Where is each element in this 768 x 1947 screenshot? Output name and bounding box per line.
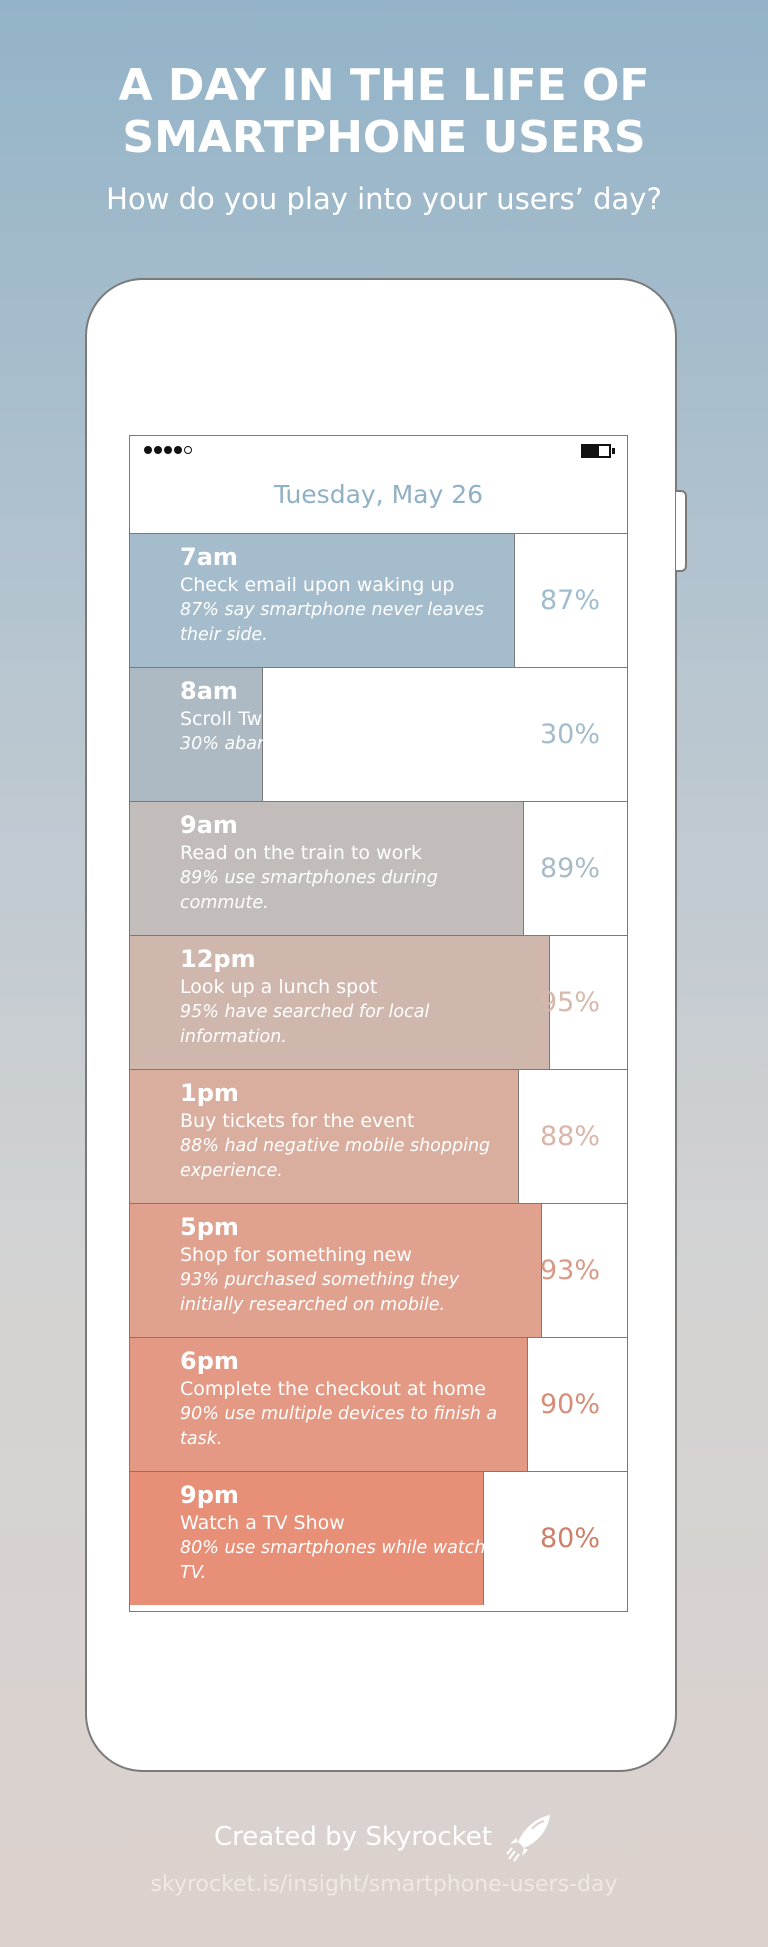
row-activity-label: Watch a TV Show: [180, 1512, 345, 1534]
page-title: [0, 60, 768, 164]
row-time-label: 8am: [180, 677, 238, 705]
battery-tip-icon: [612, 448, 615, 454]
row-stat-label: 90% use multiple devices to finish a task.: [180, 1404, 498, 1449]
row-percent-label: 93%: [539, 1255, 600, 1286]
row-activity-label: Shop for something new: [180, 1244, 412, 1266]
row-activity-label: Check email upon waking up: [180, 574, 455, 596]
row-text: [180, 810, 525, 916]
row-percent-label: 87%: [539, 585, 600, 616]
row-time-label: 9am: [180, 811, 238, 839]
title-line-2: SMARTPHONE USERS: [122, 112, 646, 163]
row-text: [180, 542, 525, 648]
row-time-label: 9pm: [180, 1481, 239, 1509]
row-stat-label: 30% abandon non-optimized websites.: [180, 734, 521, 754]
rocket-icon: [506, 1812, 554, 1862]
date-header: Tuesday, May 26: [273, 480, 484, 509]
title-line-1: A DAY IN THE LIFE OF: [118, 60, 650, 111]
signal-icon: [144, 446, 192, 454]
phone-screen: [129, 435, 628, 1612]
row-text: [180, 1078, 525, 1184]
timeline-row-8am: [130, 667, 627, 801]
credit-text: Created by Skyrocket: [214, 1822, 492, 1852]
row-stat-label: 95% have searched for local information.: [180, 1002, 430, 1047]
source-url: skyrocket.is/insight/smartphone-users-day: [150, 1872, 618, 1897]
row-stat-label: 88% had negative mobile shopping experience.: [180, 1136, 491, 1181]
row-percent-label: 95%: [539, 987, 600, 1018]
row-time-label: 1pm: [180, 1079, 239, 1107]
timeline-row-12pm: [130, 935, 627, 1069]
row-activity-label: Buy tickets for the event: [180, 1110, 415, 1132]
row-activity-label: Complete the checkout at home: [180, 1378, 486, 1400]
phone-side-button: [676, 490, 687, 572]
row-percent-label: 80%: [539, 1523, 600, 1554]
credit: [0, 1812, 768, 1862]
timeline-row-1pm: [130, 1069, 627, 1203]
battery-icon: [581, 444, 611, 458]
subtitle: How do you play into your users’ day?: [106, 182, 662, 216]
row-stat-label: 80% use smartphones while watching TV.: [180, 1538, 513, 1583]
timeline-row-9am: [130, 801, 627, 935]
timeline-row-6pm: [130, 1337, 627, 1471]
row-activity-label: Scroll Twitter: [180, 708, 302, 730]
row-text: [180, 944, 525, 1050]
timeline-chart: [130, 533, 627, 1605]
row-time-label: 7am: [180, 543, 238, 571]
row-time-label: 5pm: [180, 1213, 239, 1241]
row-time-label: 12pm: [180, 945, 256, 973]
row-stat-label: 87% say smartphone never leaves their side.: [180, 600, 484, 645]
row-text: [180, 1212, 525, 1318]
row-text: [180, 1346, 525, 1452]
row-activity-label: Look up a lunch spot: [180, 976, 378, 998]
row-percent-label: 90%: [539, 1389, 600, 1420]
row-stat-label: 89% use smartphones during commute.: [180, 868, 438, 913]
row-time-label: 6pm: [180, 1347, 239, 1375]
timeline-row-5pm: [130, 1203, 627, 1337]
timeline-row-9pm: [130, 1471, 627, 1605]
row-activity-label: Read on the train to work: [180, 842, 423, 864]
row-text: [180, 1480, 525, 1586]
row-percent-label: 30%: [539, 719, 600, 750]
row-text: [180, 676, 525, 757]
timeline-row-7am: [130, 533, 627, 667]
row-percent-label: 89%: [539, 853, 600, 884]
row-stat-label: 93% purchased something they initially researched on mobile.: [180, 1270, 460, 1315]
row-percent-label: 88%: [539, 1121, 600, 1152]
status-bar: [130, 436, 627, 472]
